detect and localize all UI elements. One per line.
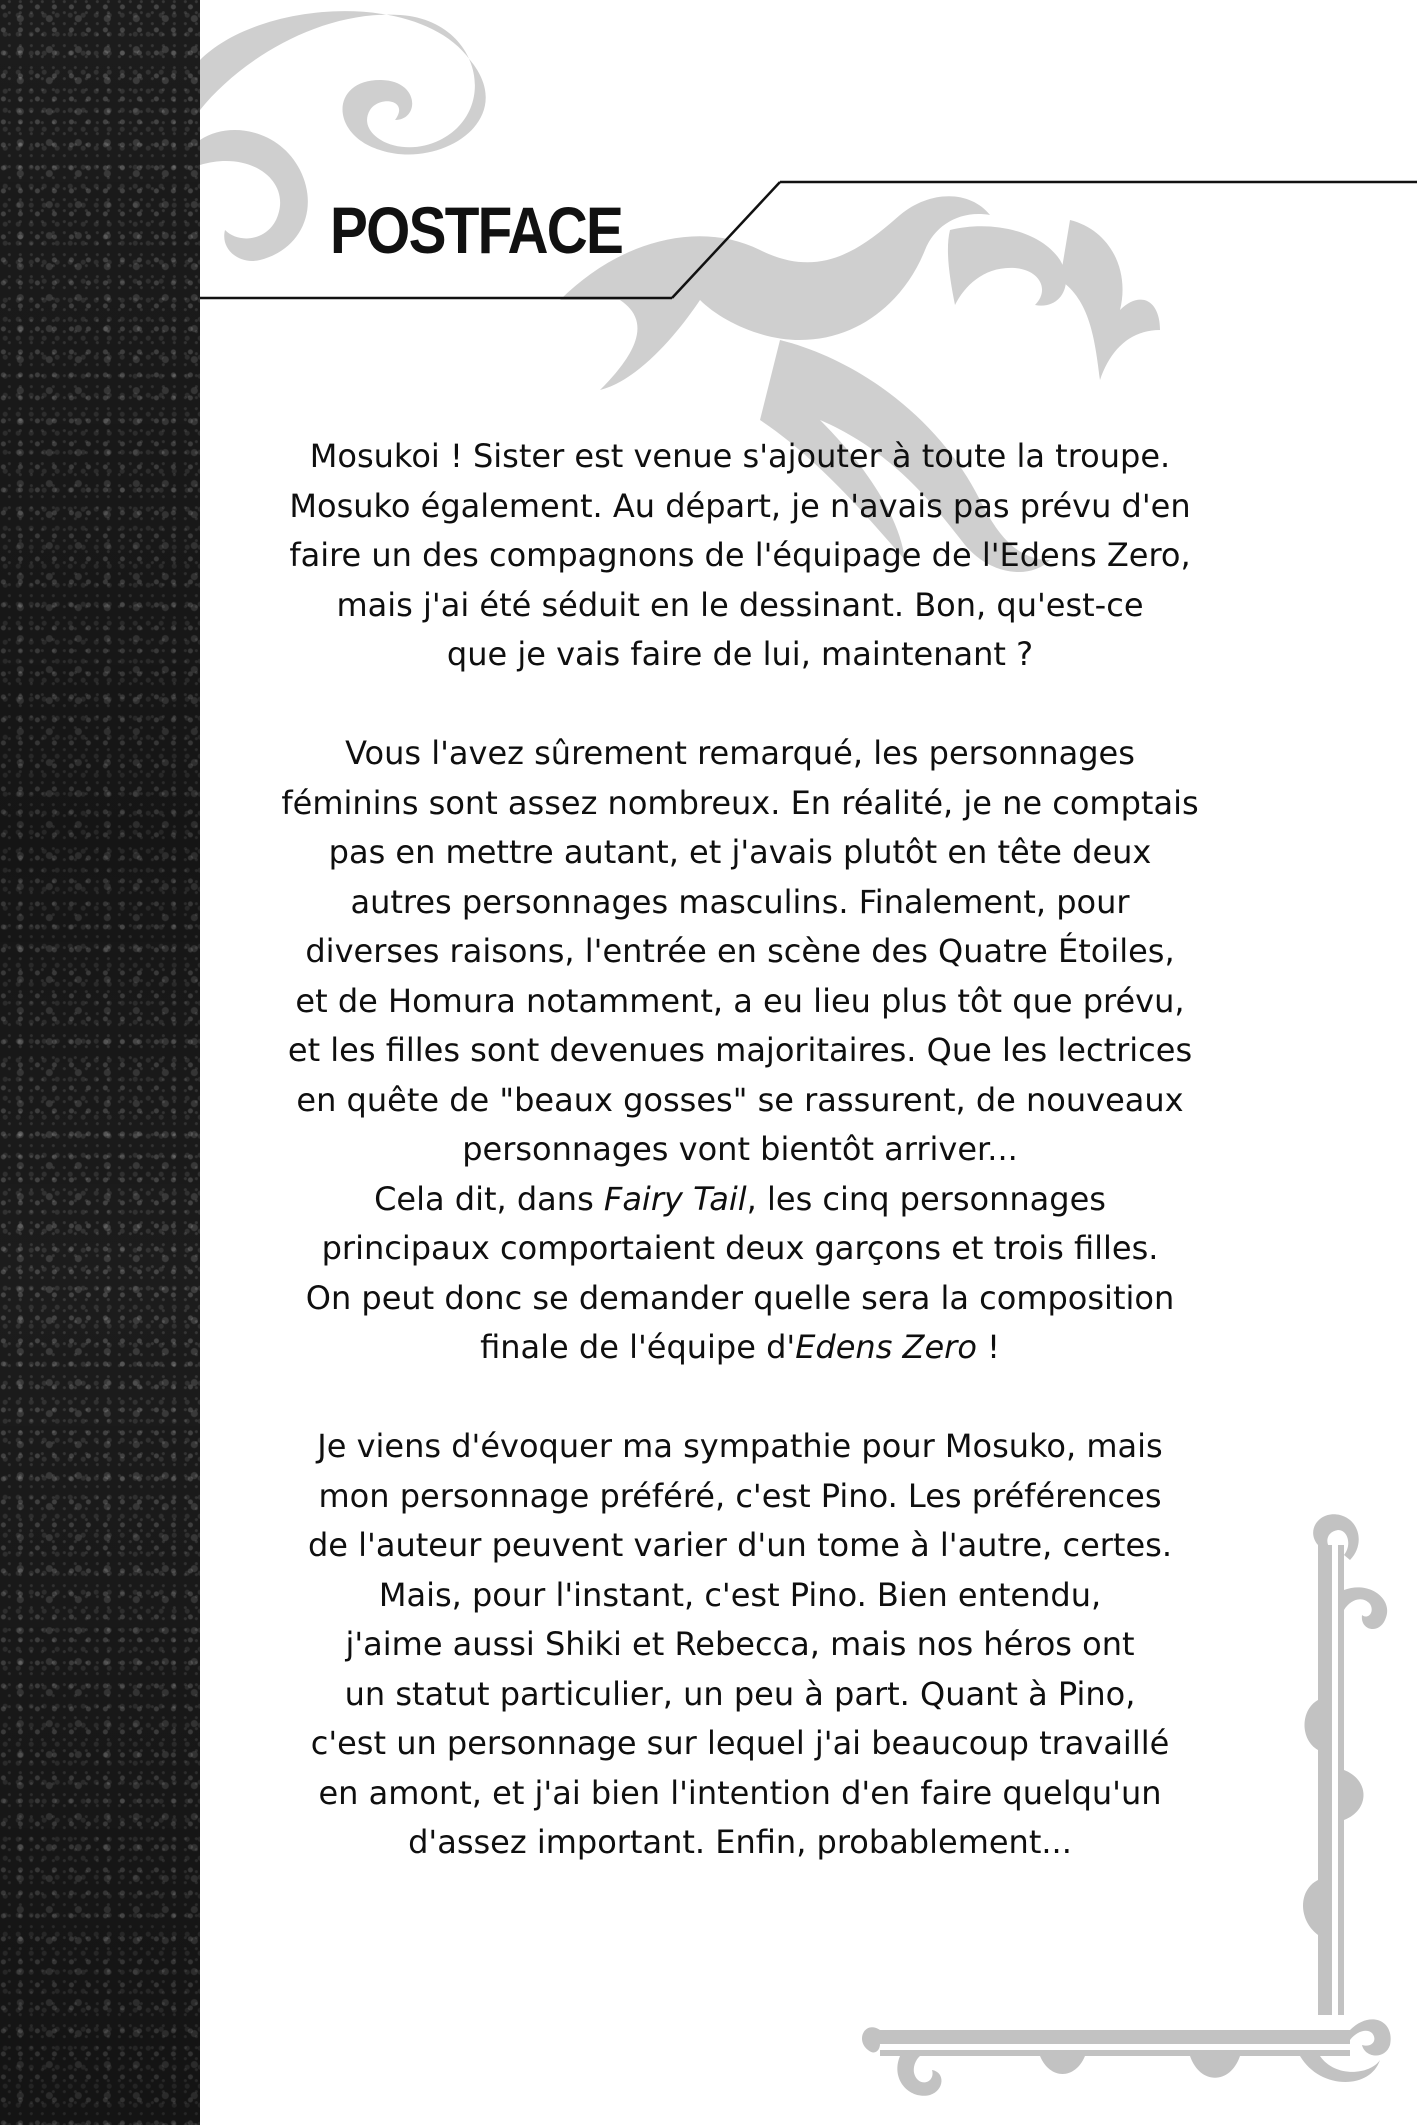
text-line: On peut donc se demander quelle sera la composition <box>305 1278 1175 1317</box>
text-line: féminins sont assez nombreux. En réalité, je ne comptais <box>281 783 1199 822</box>
paragraph-1 <box>250 432 1230 680</box>
text-line: faire un des compagnons de l'équipage de l'Edens Zero, <box>289 536 1191 574</box>
text-line: pas en mettre autant, et j'avais plutôt en tête deux <box>328 833 1152 871</box>
text-fragment: ! <box>976 1328 1000 1366</box>
text-line: personnages vont bientôt arriver... <box>462 1130 1018 1168</box>
text-line: autres personnages masculins. Finalement, pour <box>350 882 1130 921</box>
text-line: mais j'ai été séduit en le dessinant. Bon, qu'est-ce <box>336 585 1144 624</box>
text-fragment: , les cinq personnages <box>746 1179 1106 1218</box>
text-line: de l'auteur peuvent varier d'un tome à l'autre, certes. <box>307 1526 1172 1564</box>
text-line: j'aime aussi Shiki et Rebecca, mais nos héros ont <box>345 1625 1135 1663</box>
text-line-fairy-tail <box>250 1175 1230 1225</box>
text-line: diverses raisons, l'entrée en scène des Quatre Étoiles, <box>305 932 1175 970</box>
book-title-fairy-tail: Fairy Tail <box>603 1179 747 1218</box>
postface-body <box>250 432 1230 1868</box>
text-line: et les filles sont devenues majoritaires. Que les lectrices <box>287 1031 1193 1069</box>
text-line: Mosuko également. Au départ, je n'avais pas prévu d'en <box>289 486 1191 525</box>
text-line: et de Homura notamment, a eu lieu plus tôt que prévu, <box>295 981 1185 1020</box>
paragraph-3 <box>250 1422 1230 1868</box>
paragraph-2 <box>250 729 1230 1373</box>
text-fragment: finale de l'équipe d' <box>480 1328 796 1366</box>
text-line: c'est un personnage sur lequel j'ai beaucoup travaillé <box>310 1724 1170 1762</box>
text-line-edens-zero <box>250 1323 1230 1373</box>
page-title: POSTFACE <box>330 193 623 267</box>
text-line: que je vais faire de lui, maintenant ? <box>446 635 1034 673</box>
text-line: mon personnage préféré, c'est Pino. Les préférences <box>318 1476 1162 1515</box>
text-line: Mais, pour l'instant, c'est Pino. Bien entendu, <box>378 1575 1102 1614</box>
text-line: en amont, et j'ai bien l'intention d'en faire quelqu'un <box>318 1773 1162 1812</box>
text-fragment: Cela dit, dans <box>374 1179 604 1218</box>
text-line: Vous l'avez sûrement remarqué, les personnages <box>345 734 1135 772</box>
right-scroll-ornament <box>1303 1514 1387 2015</box>
bottom-scroll-ornament <box>862 2019 1391 2095</box>
text-line: Je viens d'évoquer ma sympathie pour Mosuko, mais <box>317 1427 1163 1465</box>
text-line: d'assez important. Enfin, probablement... <box>408 1823 1072 1861</box>
text-line: un statut particulier, un peu à part. Quant à Pino, <box>344 1674 1136 1713</box>
text-line: en quête de "beaux gosses" se rassurent, de nouveaux <box>296 1080 1184 1119</box>
text-line: Mosukoi ! Sister est venue s'ajouter à toute la troupe. <box>309 437 1171 475</box>
book-title-edens-zero: Edens Zero <box>795 1328 977 1366</box>
text-line: principaux comportaient deux garçons et trois filles. <box>321 1229 1159 1267</box>
